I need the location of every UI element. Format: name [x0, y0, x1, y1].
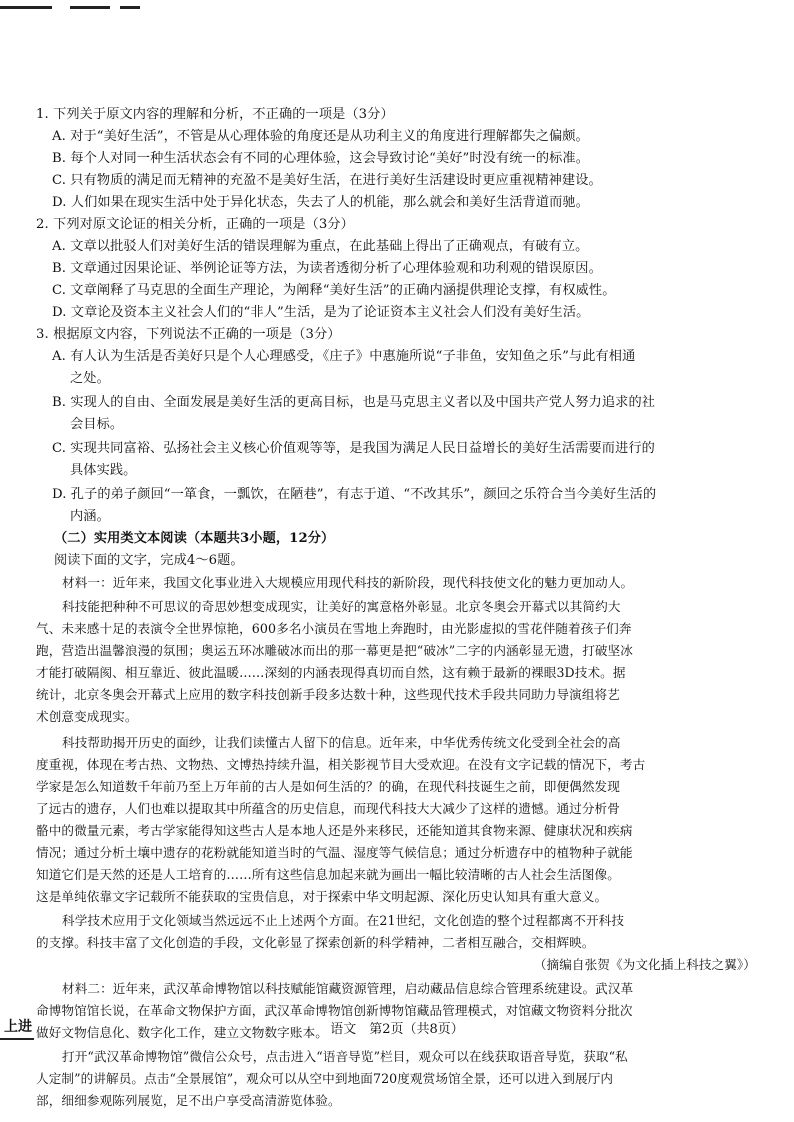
material-1-p2-line: 度重视，体现在考古热、文物热、文博热持续升温，相关影视节目大受欢迎。在没有文字记载的情况下，考古	[36, 757, 646, 772]
question-3-option-b: B. 实现人的自由、全面发展是美好生活的更高目标，也是马克思主义者以及中国共产党人努力追求的社	[52, 395, 656, 410]
question-2-option-a: A. 文章以批驳人们对美好生活的错误理解为重点，在此基础上得出了正确观点，有破有立。	[52, 239, 589, 254]
material-1-p1-line: 才能打破隔阂、相互靠近、彼此温暖……深刻的内涵表现得真切而自然，这有赖于最新的裸眼3D技术。据	[36, 665, 626, 680]
question-3-option-a-cont: 之处。	[70, 371, 110, 386]
material-1-p2-line: 学家是怎么知道数千年前乃至上万年前的古人是如何生活的？的确，在现代科技诞生之前，即便偶然发现	[36, 779, 620, 794]
material-2-p1-line: 做好文物信息化、数字化工作，建立文物数字账本。	[36, 1025, 328, 1040]
material-2-p1-line: 命博物馆馆长说，在革命文物保护方面，武汉革命博物馆创新博物馆藏品管理模式，对馆藏文物资料分批次	[36, 1003, 633, 1018]
question-1-option-c: C. 只有物质的满足而无精神的充盈不是美好生活，在进行美好生活建设时更应重视精神建设。	[52, 173, 602, 188]
question-1-option-d: D. 人们如果在现实生活中处于异化状态，失去了人的机能，那么就会和美好生活背道而驰。	[52, 195, 589, 210]
material-2-p2-line: 部，细细参观陈列展览，足不出户享受高清游览体验。	[36, 1093, 341, 1108]
question-3-option-d: D. 孔子的弟子颜回“一箪食，一瓢饮，在陋巷”，有志于道、“不改其乐”，颜回之乐符合当今美好生活的	[52, 487, 657, 502]
material-1-source: （摘编自张贺《为文化插上科技之翼》）	[533, 957, 756, 972]
question-3-option-a: A. 有人认为生活是否美好只是个人心理感受，《庄子》中惠施所说“子非鱼，安知鱼之乐”与此有相通	[52, 349, 636, 364]
section-title: （二）实用类文本阅读（本题共3小题，12分）	[54, 531, 335, 546]
publisher-logo: 上进	[4, 1019, 32, 1035]
question-2-stem: 2. 下列对原文论证的相关分析，正确的一项是（3分）	[36, 217, 354, 232]
material-1-p3-line: 科学技术应用于文化领域当然远远不止上述两个方面。在21世纪，文化创造的整个过程都离不开科技	[62, 913, 625, 928]
question-3-option-c-cont: 具体实践。	[70, 463, 137, 478]
material-1-p2-line: 了远古的遗存，人们也难以提取其中所蕴含的历史信息，而现代科技大大减少了这样的遗憾。通过分析骨	[36, 801, 620, 816]
material-1-p1-line: 术创意变成现实。	[36, 709, 138, 724]
question-1-option-a: A. 对于“美好生活”，不管是从心理体验的角度还是从功利主义的角度进行理解都失之偏颇。	[52, 129, 589, 144]
material-1-p1-line: 科技能把种种不可思议的奇思妙想变成现实，让美好的寓意格外彰显。北京冬奥会开幕式以其简约大	[62, 599, 621, 614]
top-scan-border	[0, 6, 794, 10]
question-1-stem: 1. 下列关于原文内容的理解和分析，不正确的一项是（3分）	[36, 107, 394, 122]
material-2-p1-line: 材料二：近年来，武汉革命博物馆以科技赋能馆藏资源管理，启动藏品信息综合管理系统建设。武汉革	[62, 981, 634, 996]
section-instruction: 阅读下面的文字，完成4～6题。	[54, 553, 244, 568]
question-3-option-c: C. 实现共同富裕、弘扬社会主义核心价值观等等，是我国为满足人民日益增长的美好生活需要而进行的	[52, 441, 655, 456]
page-number: 语文 第2页（共8页）	[330, 1022, 464, 1037]
material-1-p1-line: 统计，北京冬奥会开幕式上应用的数字科技创新手段多达数十种，这些现代技术手段共同助力导演组将艺	[36, 687, 620, 702]
question-2-option-d: D. 文章论及资本主义社会人们的“非人”生活，是为了论证资本主义社会人们没有美好生活。	[52, 305, 590, 320]
question-3-stem: 3. 根据原文内容，下列说法不正确的一项是（3分）	[36, 327, 341, 342]
material-1-p1-line: 跑，营造出温馨浪漫的氛围；奥运五环冰雕破冰而出的那一幕更是把“破冰”二字的内涵彰显无遗，打破坚冰	[36, 643, 633, 658]
material-1-intro: 材料一：近年来，我国文化事业进入大规模应用现代科技的新阶段，现代科技使文化的魅力更加动人。	[62, 575, 634, 590]
material-2-p2-line: 打开“武汉革命博物馆”微信公众号，点击进入“语音导览”栏目，观众可以在线获取语音导览，获取“私	[62, 1049, 628, 1064]
material-1-p1-line: 气、未来感十足的表演令全世界惊艳，600多名小演员在雪地上奔跑时，由光影虚拟的雪花伴随着孩子们奔	[36, 621, 632, 636]
logo-underline	[0, 1038, 34, 1040]
question-3-option-b-cont: 会目标。	[70, 417, 124, 432]
material-1-p2-line: 情况；通过分析土壤中遗存的花粉就能知道当时的气温、湿度等气候信息；通过分析遗存中的植物种子就能	[36, 845, 633, 860]
question-1-option-b: B. 每个人对同一种生活状态会有不同的心理体验，这会导致讨论“美好”时没有统一的标准。	[52, 151, 589, 166]
question-2-option-c: C. 文章阐释了马克思的全面生产理论，为阐释“美好生活”的正确内涵提供理论支撑，有权威性。	[52, 283, 616, 298]
page-footer	[0, 1012, 794, 1042]
question-3-option-d-cont: 内涵。	[70, 509, 110, 524]
material-1-p2-line: 这是单纯依靠文字记载所不能获取的宝贵信息，对于探索中华文明起源、深化历史认知具有重大意义。	[36, 889, 608, 904]
material-1-p2-line: 科技帮助揭开历史的面纱，让我们读懂古人留下的信息。近年来，中华优秀传统文化受到全社会的高	[62, 735, 621, 750]
material-1-p2-line: 知道它们是天然的还是人工培育的……所有这些信息加起来就为画出一幅比较清晰的古人社会生活图像。	[36, 867, 620, 882]
material-2-p2-line: 人定制”的讲解员。点击“全景展馆”，观众可以从空中到地面720度观赏场馆全景，还可以进入到展厅内	[36, 1071, 614, 1086]
material-1-p3-line: 的支撑。科技丰富了文化创造的手段，文化彰显了探索创新的科学精神，二者相互融合，交相辉映。	[36, 935, 595, 950]
question-2-option-b: B. 文章通过因果论证、举例论证等方法，为读者透彻分析了心理体验观和功利观的错误原因。	[52, 261, 602, 276]
material-1-p2-line: 骼中的微量元素，考古学家能得知这些古人是本地人还是外来移民，还能知道其食物来源、健康状况和疾病	[36, 823, 633, 838]
